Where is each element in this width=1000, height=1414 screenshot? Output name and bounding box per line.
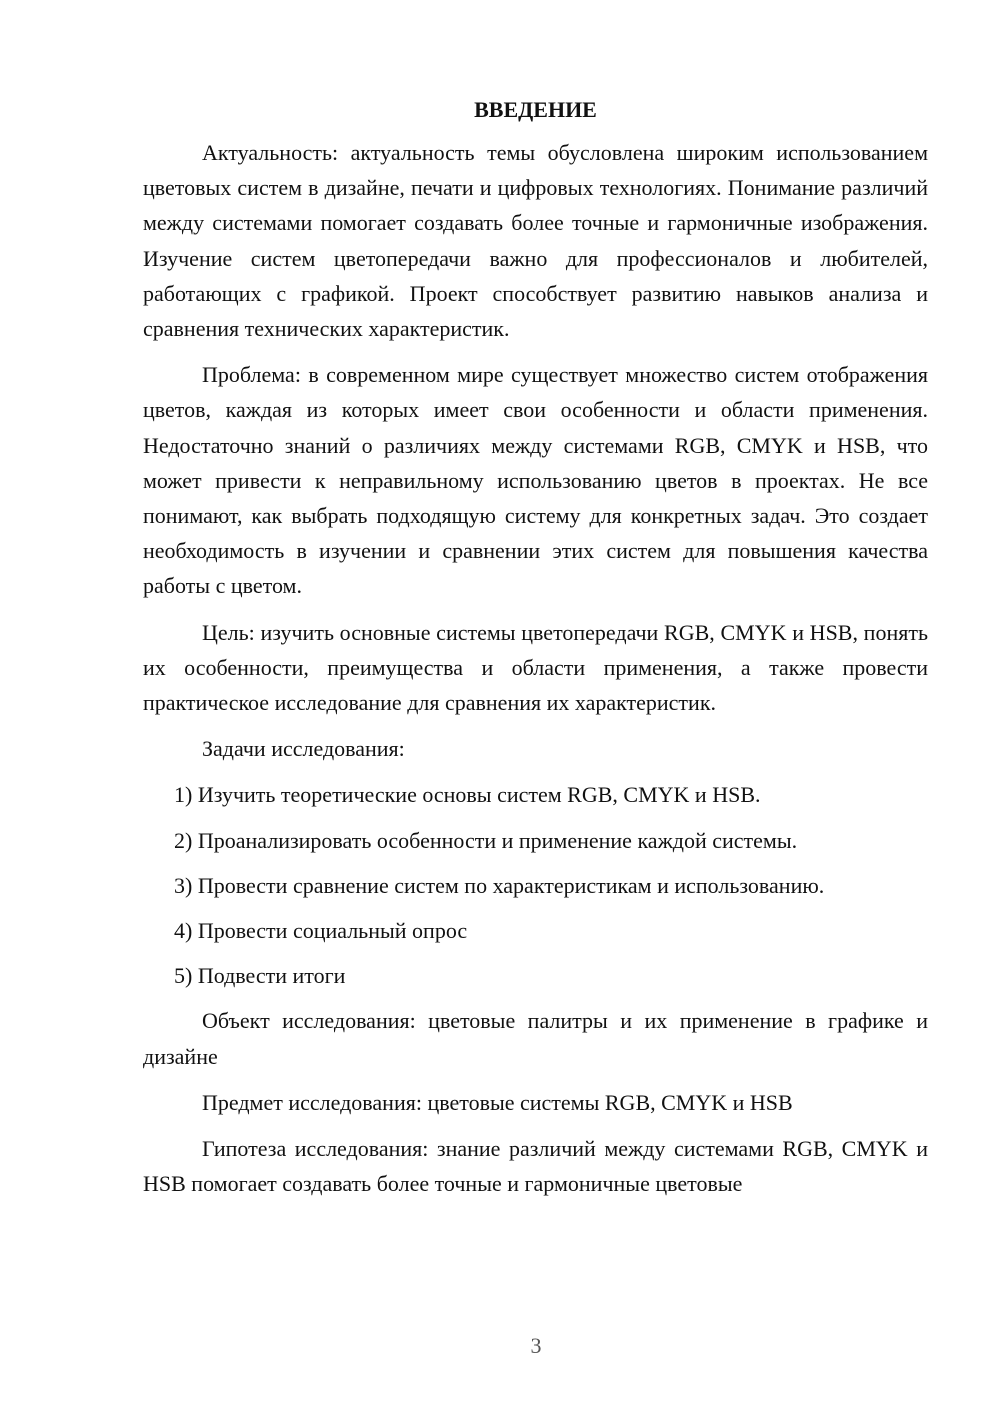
list-item: 4) Провести социальный опрос [174,918,468,944]
paragraph-relevance: Актуальность: актуальность темы обусловлена широким использованием цветовых систем в дизайне, печати и цифровых технологиях. Понимание различий между системами помогает создавать более точные и гармоничные изображения. Изучение систем цветопередачи важно для профессионалов и любителей, работающих с графикой. Проект способствует развитию навыков анализа и сравнения технических характеристик. [143,140,928,342]
page-title: ВВЕДЕНИЕ [474,97,597,122]
paragraph-subject: Предмет исследования: цветовые системы RGB, CMYK и HSB [202,1089,793,1115]
list-item: 5) Подвести итоги [174,963,346,989]
paragraph-object: Объект исследования: цветовые палитры и их применение в графике и дизайне [143,1008,928,1069]
list-item: 2) Проанализировать особенности и применение каждой системы. [174,827,798,853]
document-page [143,92,928,1212]
paragraph-hypothesis: Гипотеза исследования: знание различий между системами RGB, CMYK и HSB помогает создавать более точные и гармоничные цветовые [143,1136,928,1197]
list-item: 1) Изучить теоретические основы систем RGB, CMYK и HSB. [174,782,761,808]
page-number: 3 [530,1333,542,1358]
tasks-heading: Задачи исследования: [202,736,405,762]
list-item: 3) Провести сравнение систем по характеристикам и использованию. [174,872,825,898]
tasks-list [143,777,928,993]
paragraph-goal: Цель: изучить основные системы цветопередачи RGB, CMYK и HSB, понять их особенности, преимущества и области применения, а также провести практическое исследование для сравнения их характеристик. [143,619,928,716]
paragraph-problem: Проблема: в современном мире существует множество систем отображения цветов, каждая из которых имеет свои особенности и области применения. Недостаточно знаний о различиях между системами RGB, CMYK и HSB, что может привести к неправильному использованию цветов в проектах. Не все понимают, как выбрать подходящую систему для конкретных задач. Это создает необходимость в изучении и сравнении этих систем для повышения качества работы с цветом. [143,362,928,599]
